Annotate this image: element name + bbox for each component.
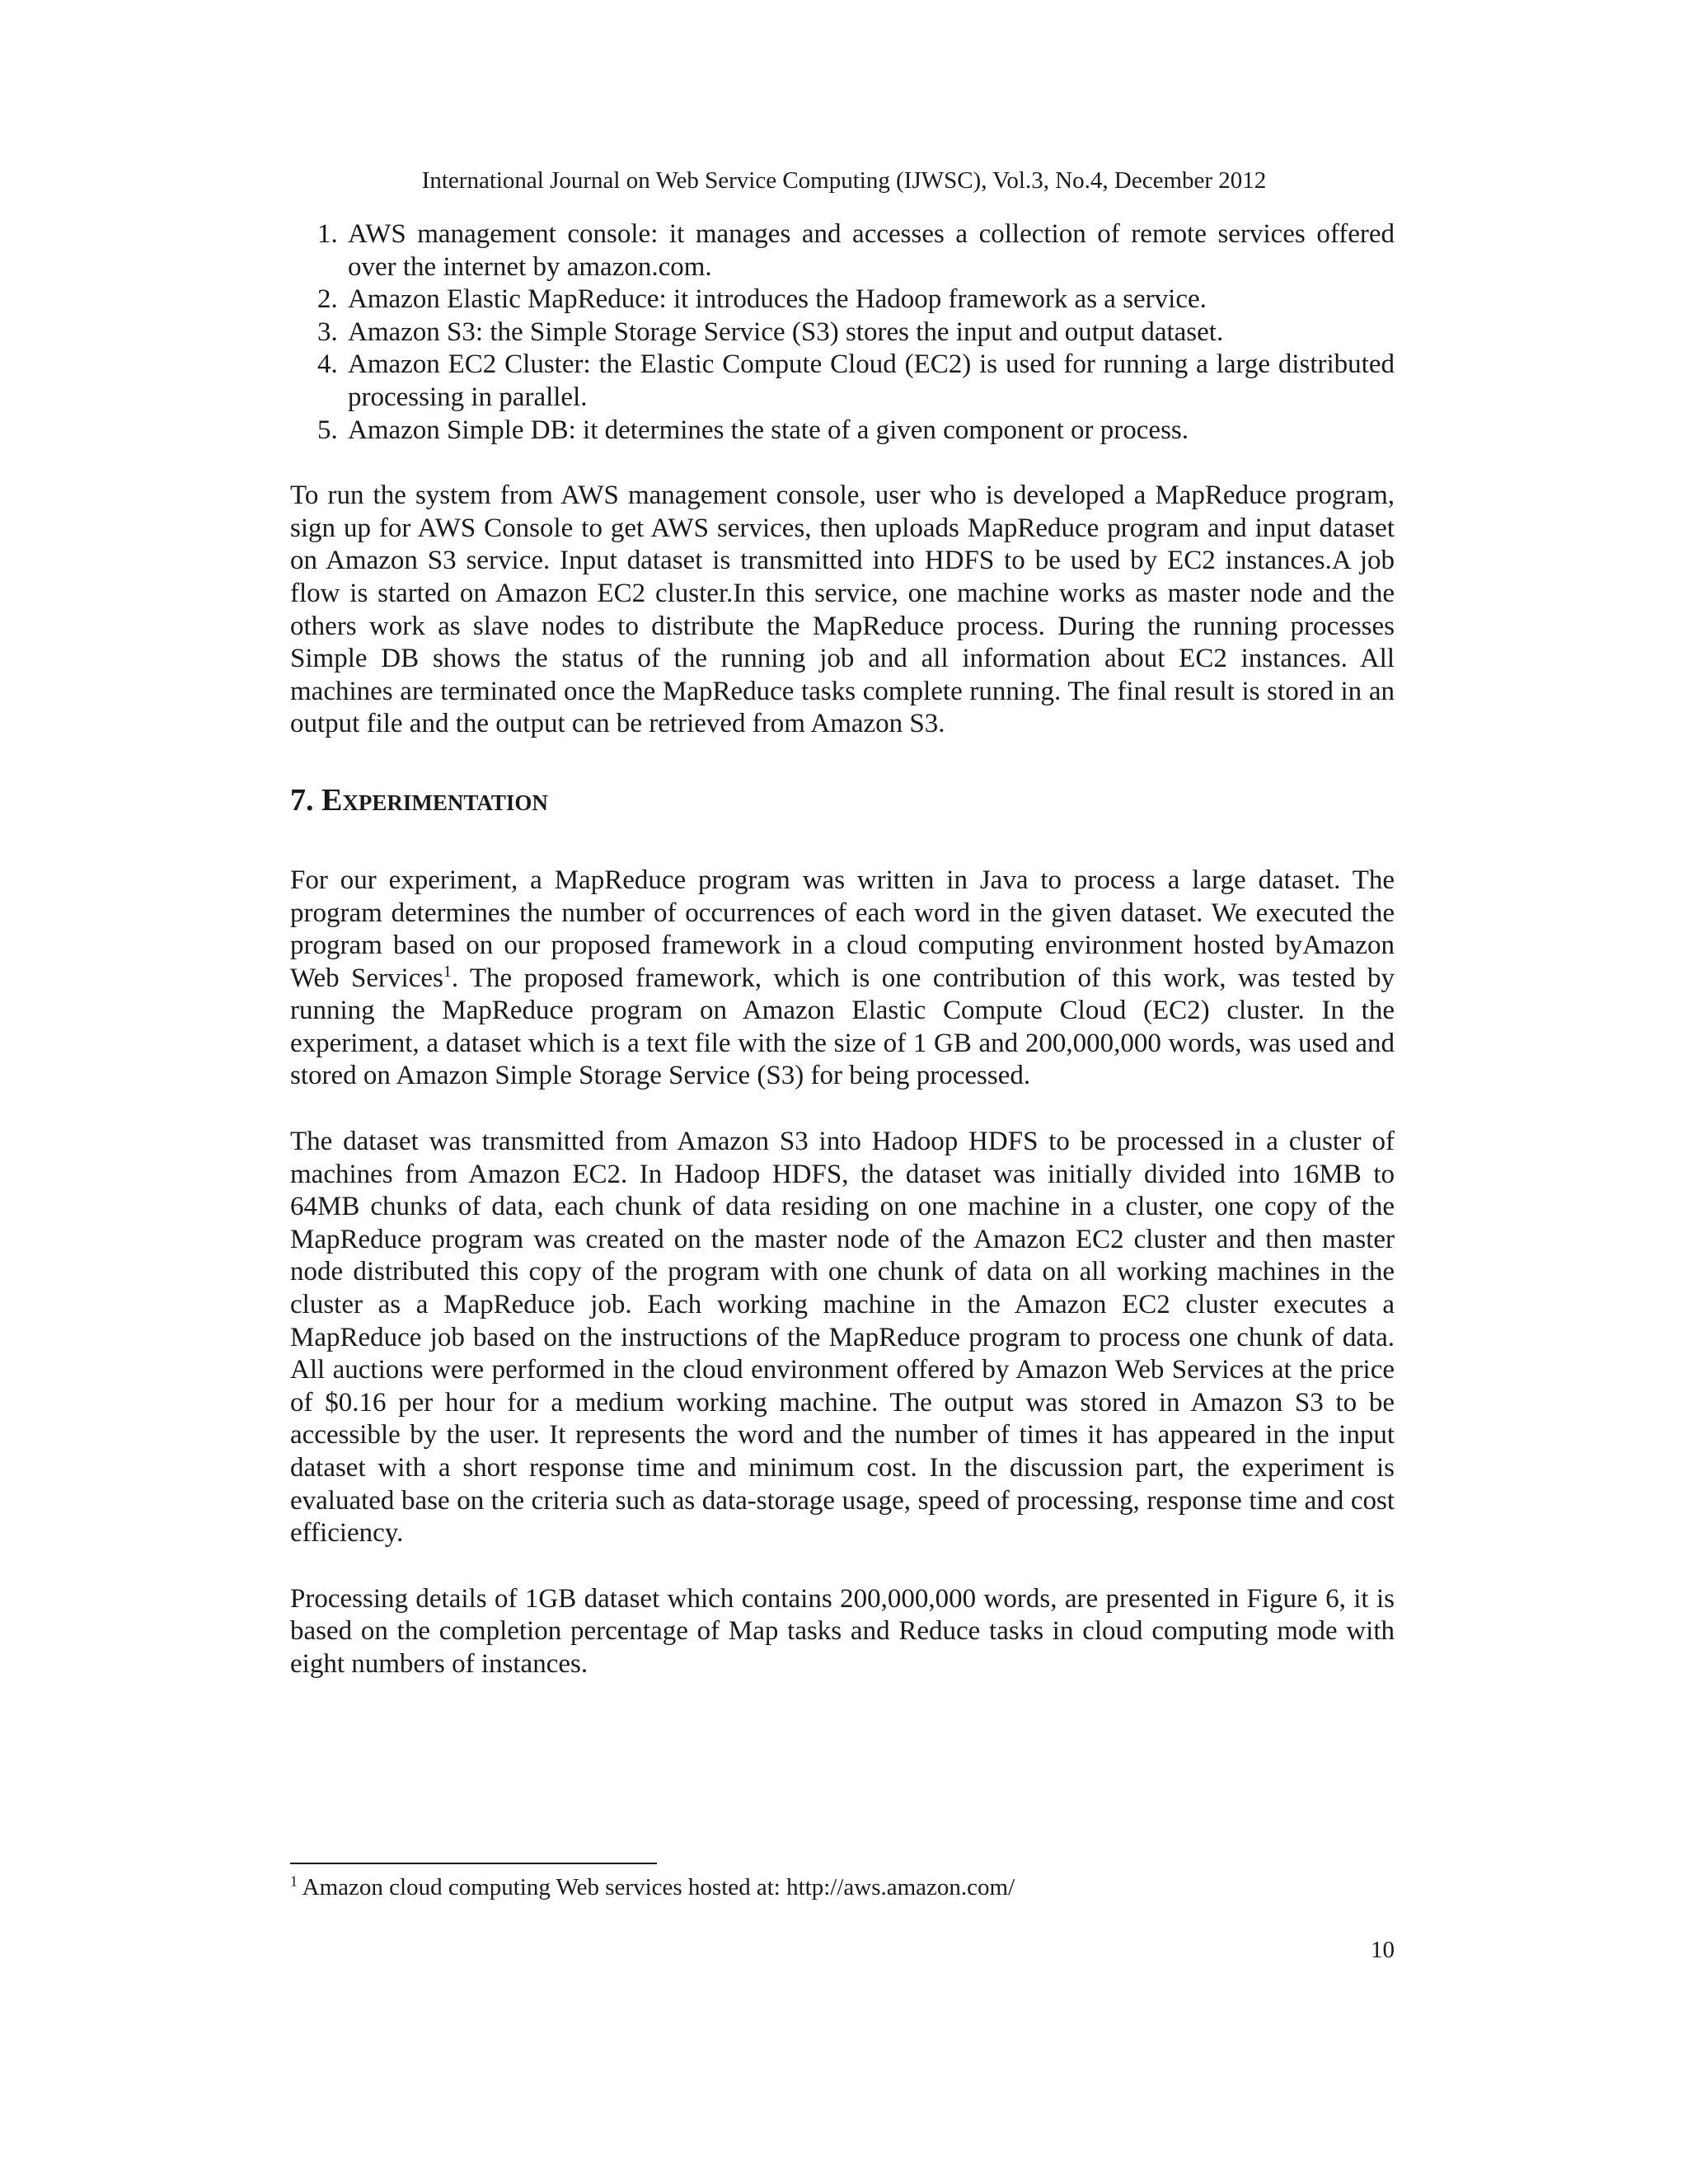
paragraph-processing: Processing details of 1GB dataset which contains 200,000,000 words, are presented in Figure 6, it is based on the completion percentage of Map tasks and Reduce tasks in cloud computing mode with eight numbers of instances. [290,1583,1395,1679]
footnote-text: Amazon cloud computing Web services hosted at: http://aws.amazon.com/ [298,1874,1015,1900]
page-body [290,218,1395,1714]
list-item: 4. Amazon EC2 Cluster: the Elastic Compute Cloud (EC2) is used for running a large distributed processing in parallel. [345,349,1395,414]
section-number: 7. [290,782,314,818]
aws-services-list [290,218,1395,447]
footnote-divider [290,1863,657,1864]
section-heading-experimentation [290,782,1395,818]
paragraph-experiment [290,865,1395,1093]
section-title-rest: xperimentation [342,782,548,818]
footnote-reference[interactable]: 1 [443,962,452,981]
running-header: International Journal on Web Service Computing (IJWSC), Vol.3, No.4, December 2012 [421,167,1267,194]
list-item: 2. Amazon Elastic MapReduce: it introduces the Hadoop framework as a service. [345,284,1395,316]
list-item: 5. Amazon Simple DB: it determines the state of a given component or process. [345,415,1395,448]
page-number: 10 [1371,1937,1395,1963]
paragraph-experiment-part2: . The proposed framework, which is one contribution of this work, was tested by running the MapReduce program on Amazon Elastic Compute Cloud (EC2) cluster. In the experiment, a dataset which is a text file with the size of 1 GB and 200,000,000 words, was used and stored on Amazon Simple Storage Service (S3) for being processed. [290,963,1395,1091]
list-item: 1. AWS management console: it manages and accesses a collection of remote services offered over the internet by amazon.com. [345,218,1395,284]
list-item: 3. Amazon S3: the Simple Storage Service (S3) stores the input and output dataset. [345,316,1395,349]
paragraph-aws-console: To run the system from AWS management console, user who is developed a MapReduce program, sign up for AWS Console to get AWS services, then uploads MapReduce program and input dataset on Amazon S3 service. Input dataset is transmitted into HDFS to be used by EC2 instances.A job flow is started on Amazon EC2 cluster.In this service, one machine works as master node and the others work as slave nodes to distribute the MapReduce process. During the running processes Simple DB shows the status of the running job and all information about EC2 instances. All machines are terminated once the MapReduce tasks complete running. The final result is stored in an output file and the output can be retrieved from Amazon S3. [290,480,1395,739]
paragraph-experiment-part1: For our experiment, a MapReduce program was written in Java to process a large dataset. The program determines the number of occurrences of each word in the given dataset. We executed the program based on our proposed framework in a cloud computing environment hosted byAmazon Web Services [290,865,1395,993]
paragraph-dataset: The dataset was transmitted from Amazon S3 into Hadoop HDFS to be processed in a cluster of machines from Amazon EC2. In Hadoop HDFS, the dataset was initially divided into 16MB to 64MB chunks of data, each chunk of data residing on one machine in a cluster, one copy of the MapReduce program was created on the master node of the Amazon EC2 cluster and then master node distributed this copy of the program with one chunk of data on all working machines in the cluster as a MapReduce job. Each working machine in the Amazon EC2 cluster executes a MapReduce job based on the instructions of the MapReduce program to process one chunk of data. All auctions were performed in the cloud environment offered by Amazon Web Services at the price of $0.16 per hour for a medium working machine. The output was stored in Amazon S3 to be accessible by the user. It represents the word and the number of times it has appeared in the input dataset with a short response time and minimum cost. In the discussion part, the experiment is evaluated base on the criteria such as data-storage usage, speed of processing, response time and cost efficiency. [290,1127,1395,1549]
footnote [290,1872,1395,1902]
section-title-initial: E [321,782,343,818]
footnote-mark: 1 [290,1872,298,1890]
